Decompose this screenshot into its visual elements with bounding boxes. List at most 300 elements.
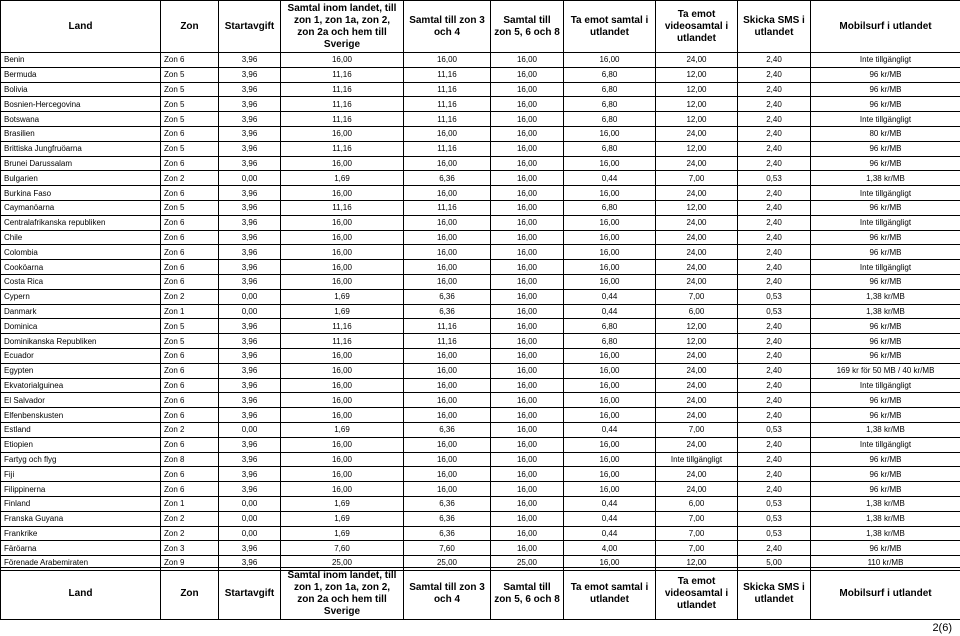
cell-receive-calls: 6,80 xyxy=(564,112,656,127)
cell-calls-zone34: 16,00 xyxy=(404,260,491,275)
cell-send-sms: 0,53 xyxy=(738,422,811,437)
cell-calls-sweden: 11,16 xyxy=(281,319,404,334)
cell-country: Danmark xyxy=(1,304,161,319)
cell-receive-calls: 16,00 xyxy=(564,156,656,171)
footer-calls-zone34: Samtal till zon 3 och 4 xyxy=(404,568,491,620)
cell-calls-zone34: 6,36 xyxy=(404,171,491,186)
cell-receive-calls: 6,80 xyxy=(564,200,656,215)
table-row xyxy=(1,496,960,511)
cell-receive-calls: 16,00 xyxy=(564,215,656,230)
table-row xyxy=(1,511,960,526)
cell-send-sms: 2,40 xyxy=(738,437,811,452)
cell-country: Benin xyxy=(1,53,161,68)
cell-zone: Zon 6 xyxy=(161,126,219,141)
footer-startavgift: Startavgift xyxy=(219,568,281,620)
cell-zone: Zon 2 xyxy=(161,526,219,541)
cell-country: Egypten xyxy=(1,363,161,378)
cell-calls-zone34: 11,16 xyxy=(404,334,491,349)
cell-calls-sweden: 1,69 xyxy=(281,289,404,304)
cell-calls-zone568: 16,00 xyxy=(491,363,564,378)
cell-mobilsurf: Inte tillgängligt xyxy=(811,53,960,68)
cell-mobilsurf: 1,38 kr/MB xyxy=(811,526,960,541)
cell-zone: Zon 6 xyxy=(161,156,219,171)
footer-receive-video: Ta emot videosamtal i utlandet xyxy=(656,568,738,620)
cell-calls-zone34: 6,36 xyxy=(404,422,491,437)
cell-calls-zone568: 16,00 xyxy=(491,215,564,230)
cell-mobilsurf: 96 kr/MB xyxy=(811,408,960,423)
cell-calls-zone34: 11,16 xyxy=(404,97,491,112)
cell-country: Franska Guyana xyxy=(1,511,161,526)
cell-receive-video: 12,00 xyxy=(656,200,738,215)
cell-send-sms: 2,40 xyxy=(738,126,811,141)
cell-zone: Zon 6 xyxy=(161,53,219,68)
table-row xyxy=(1,260,960,275)
cell-receive-video: 7,00 xyxy=(656,541,738,556)
cell-calls-zone568: 16,00 xyxy=(491,112,564,127)
cell-zone: Zon 1 xyxy=(161,496,219,511)
cell-calls-sweden: 7,60 xyxy=(281,541,404,556)
cell-calls-sweden: 11,16 xyxy=(281,200,404,215)
cell-receive-video: 24,00 xyxy=(656,437,738,452)
cell-country: Filippinerna xyxy=(1,482,161,497)
cell-calls-sweden: 11,16 xyxy=(281,112,404,127)
table-row xyxy=(1,304,960,319)
cell-calls-zone568: 16,00 xyxy=(491,260,564,275)
cell-calls-sweden: 16,00 xyxy=(281,156,404,171)
cell-start-fee: 0,00 xyxy=(219,171,281,186)
cell-country: Färöarna xyxy=(1,541,161,556)
cell-calls-zone34: 16,00 xyxy=(404,215,491,230)
cell-mobilsurf: 96 kr/MB xyxy=(811,274,960,289)
cell-start-fee: 3,96 xyxy=(219,200,281,215)
cell-zone: Zon 2 xyxy=(161,171,219,186)
cell-mobilsurf: 1,38 kr/MB xyxy=(811,304,960,319)
cell-calls-zone34: 16,00 xyxy=(404,378,491,393)
cell-calls-zone568: 16,00 xyxy=(491,82,564,97)
cell-start-fee: 0,00 xyxy=(219,304,281,319)
cell-start-fee: 3,96 xyxy=(219,215,281,230)
cell-zone: Zon 2 xyxy=(161,422,219,437)
cell-mobilsurf: 110 kr/MB xyxy=(811,556,960,571)
cell-receive-calls: 16,00 xyxy=(564,467,656,482)
cell-mobilsurf: 80 kr/MB xyxy=(811,126,960,141)
cell-start-fee: 3,96 xyxy=(219,53,281,68)
cell-receive-calls: 16,00 xyxy=(564,186,656,201)
cell-country: Brasilien xyxy=(1,126,161,141)
table-row xyxy=(1,526,960,541)
cell-receive-calls: 16,00 xyxy=(564,260,656,275)
table-row xyxy=(1,541,960,556)
cell-country: Brittiska Jungfruöarna xyxy=(1,141,161,156)
cell-receive-calls: 16,00 xyxy=(564,53,656,68)
cell-start-fee: 3,96 xyxy=(219,452,281,467)
cell-country: Chile xyxy=(1,230,161,245)
cell-calls-zone568: 16,00 xyxy=(491,393,564,408)
cell-mobilsurf: 96 kr/MB xyxy=(811,245,960,260)
cell-country: Bolivia xyxy=(1,82,161,97)
cell-calls-sweden: 11,16 xyxy=(281,67,404,82)
footer-calls-sweden: Samtal inom landet, till zon 1, zon 1a, zon 2, zon 2a och hem till Sverige xyxy=(281,568,404,620)
cell-calls-sweden: 16,00 xyxy=(281,186,404,201)
cell-country: El Salvador xyxy=(1,393,161,408)
cell-country: Finland xyxy=(1,496,161,511)
cell-calls-zone34: 16,00 xyxy=(404,274,491,289)
cell-mobilsurf: 1,38 kr/MB xyxy=(811,171,960,186)
cell-start-fee: 3,96 xyxy=(219,437,281,452)
cell-calls-sweden: 16,00 xyxy=(281,408,404,423)
cell-receive-calls: 16,00 xyxy=(564,378,656,393)
cell-receive-calls: 16,00 xyxy=(564,393,656,408)
cell-zone: Zon 8 xyxy=(161,452,219,467)
cell-country: Centralafrikanska republiken xyxy=(1,215,161,230)
footer-land: Land xyxy=(1,568,161,620)
cell-receive-video: 24,00 xyxy=(656,482,738,497)
cell-calls-zone568: 16,00 xyxy=(491,156,564,171)
table-row xyxy=(1,112,960,127)
cell-start-fee: 3,96 xyxy=(219,112,281,127)
cell-calls-zone34: 16,00 xyxy=(404,156,491,171)
cell-receive-video: 24,00 xyxy=(656,378,738,393)
cell-calls-zone34: 11,16 xyxy=(404,141,491,156)
cell-zone: Zon 5 xyxy=(161,67,219,82)
rates-table xyxy=(0,52,960,571)
cell-mobilsurf: 96 kr/MB xyxy=(811,467,960,482)
cell-calls-sweden: 16,00 xyxy=(281,348,404,363)
cell-send-sms: 2,40 xyxy=(738,53,811,68)
table-row xyxy=(1,393,960,408)
cell-send-sms: 2,40 xyxy=(738,452,811,467)
table-row xyxy=(1,289,960,304)
cell-send-sms: 2,40 xyxy=(738,260,811,275)
cell-start-fee: 3,96 xyxy=(219,260,281,275)
cell-calls-zone568: 16,00 xyxy=(491,408,564,423)
cell-send-sms: 2,40 xyxy=(738,82,811,97)
cell-calls-zone34: 11,16 xyxy=(404,112,491,127)
cell-zone: Zon 2 xyxy=(161,289,219,304)
cell-receive-video: 7,00 xyxy=(656,289,738,304)
cell-calls-zone34: 16,00 xyxy=(404,482,491,497)
cell-calls-sweden: 16,00 xyxy=(281,378,404,393)
cell-calls-zone34: 7,60 xyxy=(404,541,491,556)
cell-receive-video: 12,00 xyxy=(656,112,738,127)
cell-start-fee: 0,00 xyxy=(219,496,281,511)
cell-calls-sweden: 11,16 xyxy=(281,82,404,97)
cell-receive-calls: 0,44 xyxy=(564,526,656,541)
cell-country: Bulgarien xyxy=(1,171,161,186)
cell-send-sms: 2,40 xyxy=(738,200,811,215)
cell-calls-zone568: 16,00 xyxy=(491,97,564,112)
cell-zone: Zon 5 xyxy=(161,97,219,112)
cell-start-fee: 3,96 xyxy=(219,245,281,260)
cell-send-sms: 2,40 xyxy=(738,319,811,334)
cell-calls-zone568: 16,00 xyxy=(491,200,564,215)
cell-country: Fartyg och flyg xyxy=(1,452,161,467)
cell-zone: Zon 6 xyxy=(161,378,219,393)
cell-zone: Zon 6 xyxy=(161,230,219,245)
cell-calls-sweden: 16,00 xyxy=(281,260,404,275)
cell-calls-zone568: 16,00 xyxy=(491,274,564,289)
cell-send-sms: 2,40 xyxy=(738,274,811,289)
cell-calls-zone34: 16,00 xyxy=(404,126,491,141)
cell-mobilsurf: 96 kr/MB xyxy=(811,393,960,408)
cell-mobilsurf: 96 kr/MB xyxy=(811,482,960,497)
header-calls-zone34: Samtal till zon 3 och 4 xyxy=(404,1,491,53)
cell-calls-zone568: 16,00 xyxy=(491,141,564,156)
cell-calls-zone34: 11,16 xyxy=(404,67,491,82)
cell-receive-video: 7,00 xyxy=(656,171,738,186)
cell-country: Colombia xyxy=(1,245,161,260)
cell-calls-sweden: 11,16 xyxy=(281,141,404,156)
cell-receive-video: 24,00 xyxy=(656,245,738,260)
cell-mobilsurf: 96 kr/MB xyxy=(811,156,960,171)
cell-start-fee: 3,96 xyxy=(219,363,281,378)
table-row xyxy=(1,141,960,156)
cell-mobilsurf: 1,38 kr/MB xyxy=(811,289,960,304)
cell-receive-calls: 0,44 xyxy=(564,496,656,511)
cell-receive-calls: 0,44 xyxy=(564,511,656,526)
cell-start-fee: 3,96 xyxy=(219,97,281,112)
cell-receive-video: 24,00 xyxy=(656,467,738,482)
footer-mobilsurf: Mobilsurf i utlandet xyxy=(811,568,960,620)
cell-receive-video: 24,00 xyxy=(656,348,738,363)
cell-zone: Zon 3 xyxy=(161,541,219,556)
cell-calls-zone568: 16,00 xyxy=(491,230,564,245)
cell-receive-calls: 16,00 xyxy=(564,245,656,260)
table-row xyxy=(1,215,960,230)
cell-start-fee: 3,96 xyxy=(219,334,281,349)
table-row xyxy=(1,186,960,201)
cell-mobilsurf: 1,38 kr/MB xyxy=(811,496,960,511)
cell-calls-sweden: 16,00 xyxy=(281,437,404,452)
cell-calls-zone568: 16,00 xyxy=(491,348,564,363)
cell-calls-sweden: 1,69 xyxy=(281,511,404,526)
cell-calls-sweden: 16,00 xyxy=(281,482,404,497)
cell-calls-sweden: 16,00 xyxy=(281,274,404,289)
cell-send-sms: 2,40 xyxy=(738,186,811,201)
cell-calls-zone34: 6,36 xyxy=(404,496,491,511)
cell-mobilsurf: Inte tillgängligt xyxy=(811,186,960,201)
cell-start-fee: 3,96 xyxy=(219,82,281,97)
header-table xyxy=(0,0,960,53)
cell-send-sms: 2,40 xyxy=(738,541,811,556)
cell-start-fee: 3,96 xyxy=(219,67,281,82)
cell-country: Bermuda xyxy=(1,67,161,82)
cell-receive-calls: 6,80 xyxy=(564,82,656,97)
cell-receive-video: 24,00 xyxy=(656,215,738,230)
cell-start-fee: 3,96 xyxy=(219,156,281,171)
cell-zone: Zon 6 xyxy=(161,482,219,497)
cell-receive-video: 12,00 xyxy=(656,67,738,82)
cell-receive-calls: 16,00 xyxy=(564,230,656,245)
table-row xyxy=(1,97,960,112)
cell-receive-video: 7,00 xyxy=(656,422,738,437)
table-row xyxy=(1,363,960,378)
cell-start-fee: 3,96 xyxy=(219,126,281,141)
cell-country: Brunei Darussalam xyxy=(1,156,161,171)
cell-country: Förenade Arabemiraten xyxy=(1,556,161,571)
cell-calls-zone568: 16,00 xyxy=(491,482,564,497)
cell-mobilsurf: 96 kr/MB xyxy=(811,67,960,82)
cell-calls-zone568: 16,00 xyxy=(491,289,564,304)
cell-receive-video: 24,00 xyxy=(656,260,738,275)
cell-calls-zone568: 16,00 xyxy=(491,526,564,541)
cell-calls-zone568: 16,00 xyxy=(491,541,564,556)
cell-calls-zone568: 16,00 xyxy=(491,422,564,437)
cell-start-fee: 3,96 xyxy=(219,378,281,393)
cell-country: Caymanöarna xyxy=(1,200,161,215)
cell-zone: Zon 6 xyxy=(161,393,219,408)
cell-country: Frankrike xyxy=(1,526,161,541)
cell-start-fee: 3,96 xyxy=(219,348,281,363)
cell-calls-zone34: 25,00 xyxy=(404,556,491,571)
header-startavgift: Startavgift xyxy=(219,1,281,53)
cell-zone: Zon 9 xyxy=(161,556,219,571)
cell-mobilsurf: Inte tillgängligt xyxy=(811,378,960,393)
cell-receive-video: 12,00 xyxy=(656,141,738,156)
cell-mobilsurf: 96 kr/MB xyxy=(811,97,960,112)
cell-send-sms: 0,53 xyxy=(738,289,811,304)
cell-zone: Zon 6 xyxy=(161,215,219,230)
cell-mobilsurf: 1,38 kr/MB xyxy=(811,422,960,437)
cell-receive-video: 24,00 xyxy=(656,274,738,289)
cell-receive-video: 12,00 xyxy=(656,556,738,571)
cell-receive-calls: 6,80 xyxy=(564,319,656,334)
cell-calls-zone568: 16,00 xyxy=(491,334,564,349)
table-row xyxy=(1,171,960,186)
cell-receive-video: 12,00 xyxy=(656,97,738,112)
cell-start-fee: 0,00 xyxy=(219,422,281,437)
cell-zone: Zon 1 xyxy=(161,304,219,319)
cell-zone: Zon 6 xyxy=(161,274,219,289)
cell-calls-zone34: 11,16 xyxy=(404,82,491,97)
cell-receive-calls: 4,00 xyxy=(564,541,656,556)
cell-country: Dominikanska Republiken xyxy=(1,334,161,349)
cell-zone: Zon 6 xyxy=(161,408,219,423)
cell-start-fee: 3,96 xyxy=(219,467,281,482)
cell-start-fee: 3,96 xyxy=(219,274,281,289)
table-row xyxy=(1,53,960,68)
cell-start-fee: 3,96 xyxy=(219,556,281,571)
header-mobilsurf: Mobilsurf i utlandet xyxy=(811,1,960,53)
table-row xyxy=(1,334,960,349)
cell-zone: Zon 6 xyxy=(161,245,219,260)
cell-receive-video: 6,00 xyxy=(656,496,738,511)
cell-mobilsurf: 96 kr/MB xyxy=(811,230,960,245)
cell-mobilsurf: 96 kr/MB xyxy=(811,541,960,556)
cell-mobilsurf: Inte tillgängligt xyxy=(811,437,960,452)
cell-calls-zone568: 25,00 xyxy=(491,556,564,571)
cell-zone: Zon 6 xyxy=(161,437,219,452)
cell-mobilsurf: 96 kr/MB xyxy=(811,141,960,156)
cell-receive-calls: 16,00 xyxy=(564,482,656,497)
cell-country: Burkina Faso xyxy=(1,186,161,201)
cell-calls-zone34: 6,36 xyxy=(404,289,491,304)
cell-calls-zone34: 16,00 xyxy=(404,467,491,482)
header-receive-video: Ta emot videosamtal i utlandet xyxy=(656,1,738,53)
cell-start-fee: 0,00 xyxy=(219,511,281,526)
cell-send-sms: 2,40 xyxy=(738,334,811,349)
cell-receive-calls: 16,00 xyxy=(564,274,656,289)
cell-receive-video: 12,00 xyxy=(656,319,738,334)
page-number: 2(6) xyxy=(932,622,952,634)
cell-receive-video: 24,00 xyxy=(656,393,738,408)
cell-receive-video: 24,00 xyxy=(656,126,738,141)
footer-calls-zone568: Samtal till zon 5, 6 och 8 xyxy=(491,568,564,620)
cell-calls-zone34: 16,00 xyxy=(404,53,491,68)
header-receive-calls: Ta emot samtal i utlandet xyxy=(564,1,656,53)
table-row xyxy=(1,378,960,393)
cell-zone: Zon 6 xyxy=(161,186,219,201)
cell-country: Dominica xyxy=(1,319,161,334)
footer-receive-calls: Ta emot samtal i utlandet xyxy=(564,568,656,620)
cell-send-sms: 2,40 xyxy=(738,67,811,82)
cell-calls-zone34: 11,16 xyxy=(404,200,491,215)
cell-send-sms: 2,40 xyxy=(738,215,811,230)
cell-zone: Zon 5 xyxy=(161,319,219,334)
cell-zone: Zon 5 xyxy=(161,141,219,156)
cell-receive-calls: 6,80 xyxy=(564,67,656,82)
cell-country: Ecuador xyxy=(1,348,161,363)
cell-calls-zone568: 16,00 xyxy=(491,67,564,82)
cell-calls-sweden: 1,69 xyxy=(281,526,404,541)
cell-start-fee: 3,96 xyxy=(219,141,281,156)
cell-mobilsurf: Inte tillgängligt xyxy=(811,260,960,275)
cell-receive-video: 24,00 xyxy=(656,363,738,378)
cell-country: Fiji xyxy=(1,467,161,482)
cell-send-sms: 0,53 xyxy=(738,511,811,526)
cell-receive-calls: 0,44 xyxy=(564,304,656,319)
cell-calls-zone568: 16,00 xyxy=(491,53,564,68)
cell-receive-calls: 16,00 xyxy=(564,437,656,452)
cell-calls-zone34: 16,00 xyxy=(404,408,491,423)
cell-calls-sweden: 16,00 xyxy=(281,393,404,408)
cell-calls-sweden: 1,69 xyxy=(281,171,404,186)
cell-receive-calls: 16,00 xyxy=(564,408,656,423)
cell-calls-sweden: 16,00 xyxy=(281,230,404,245)
cell-calls-zone34: 16,00 xyxy=(404,245,491,260)
cell-calls-zone34: 16,00 xyxy=(404,393,491,408)
cell-start-fee: 0,00 xyxy=(219,526,281,541)
cell-receive-video: 24,00 xyxy=(656,186,738,201)
cell-calls-zone568: 16,00 xyxy=(491,467,564,482)
cell-calls-zone34: 11,16 xyxy=(404,319,491,334)
cell-calls-sweden: 16,00 xyxy=(281,363,404,378)
cell-mobilsurf: 96 kr/MB xyxy=(811,348,960,363)
cell-receive-calls: 16,00 xyxy=(564,126,656,141)
table-row xyxy=(1,126,960,141)
cell-calls-zone568: 16,00 xyxy=(491,511,564,526)
table-row xyxy=(1,200,960,215)
cell-send-sms: 2,40 xyxy=(738,363,811,378)
cell-mobilsurf: Inte tillgängligt xyxy=(811,112,960,127)
table-row xyxy=(1,467,960,482)
cell-calls-zone568: 16,00 xyxy=(491,319,564,334)
cell-mobilsurf: 96 kr/MB xyxy=(811,82,960,97)
cell-calls-zone34: 16,00 xyxy=(404,230,491,245)
cell-send-sms: 2,40 xyxy=(738,97,811,112)
cell-calls-zone568: 16,00 xyxy=(491,378,564,393)
cell-calls-sweden: 16,00 xyxy=(281,126,404,141)
cell-receive-video: 24,00 xyxy=(656,53,738,68)
footer-zon: Zon xyxy=(161,568,219,620)
table-row xyxy=(1,274,960,289)
cell-send-sms: 2,40 xyxy=(738,378,811,393)
cell-calls-zone34: 16,00 xyxy=(404,452,491,467)
table-row xyxy=(1,422,960,437)
cell-send-sms: 2,40 xyxy=(738,482,811,497)
cell-receive-calls: 16,00 xyxy=(564,348,656,363)
cell-calls-sweden: 1,69 xyxy=(281,422,404,437)
